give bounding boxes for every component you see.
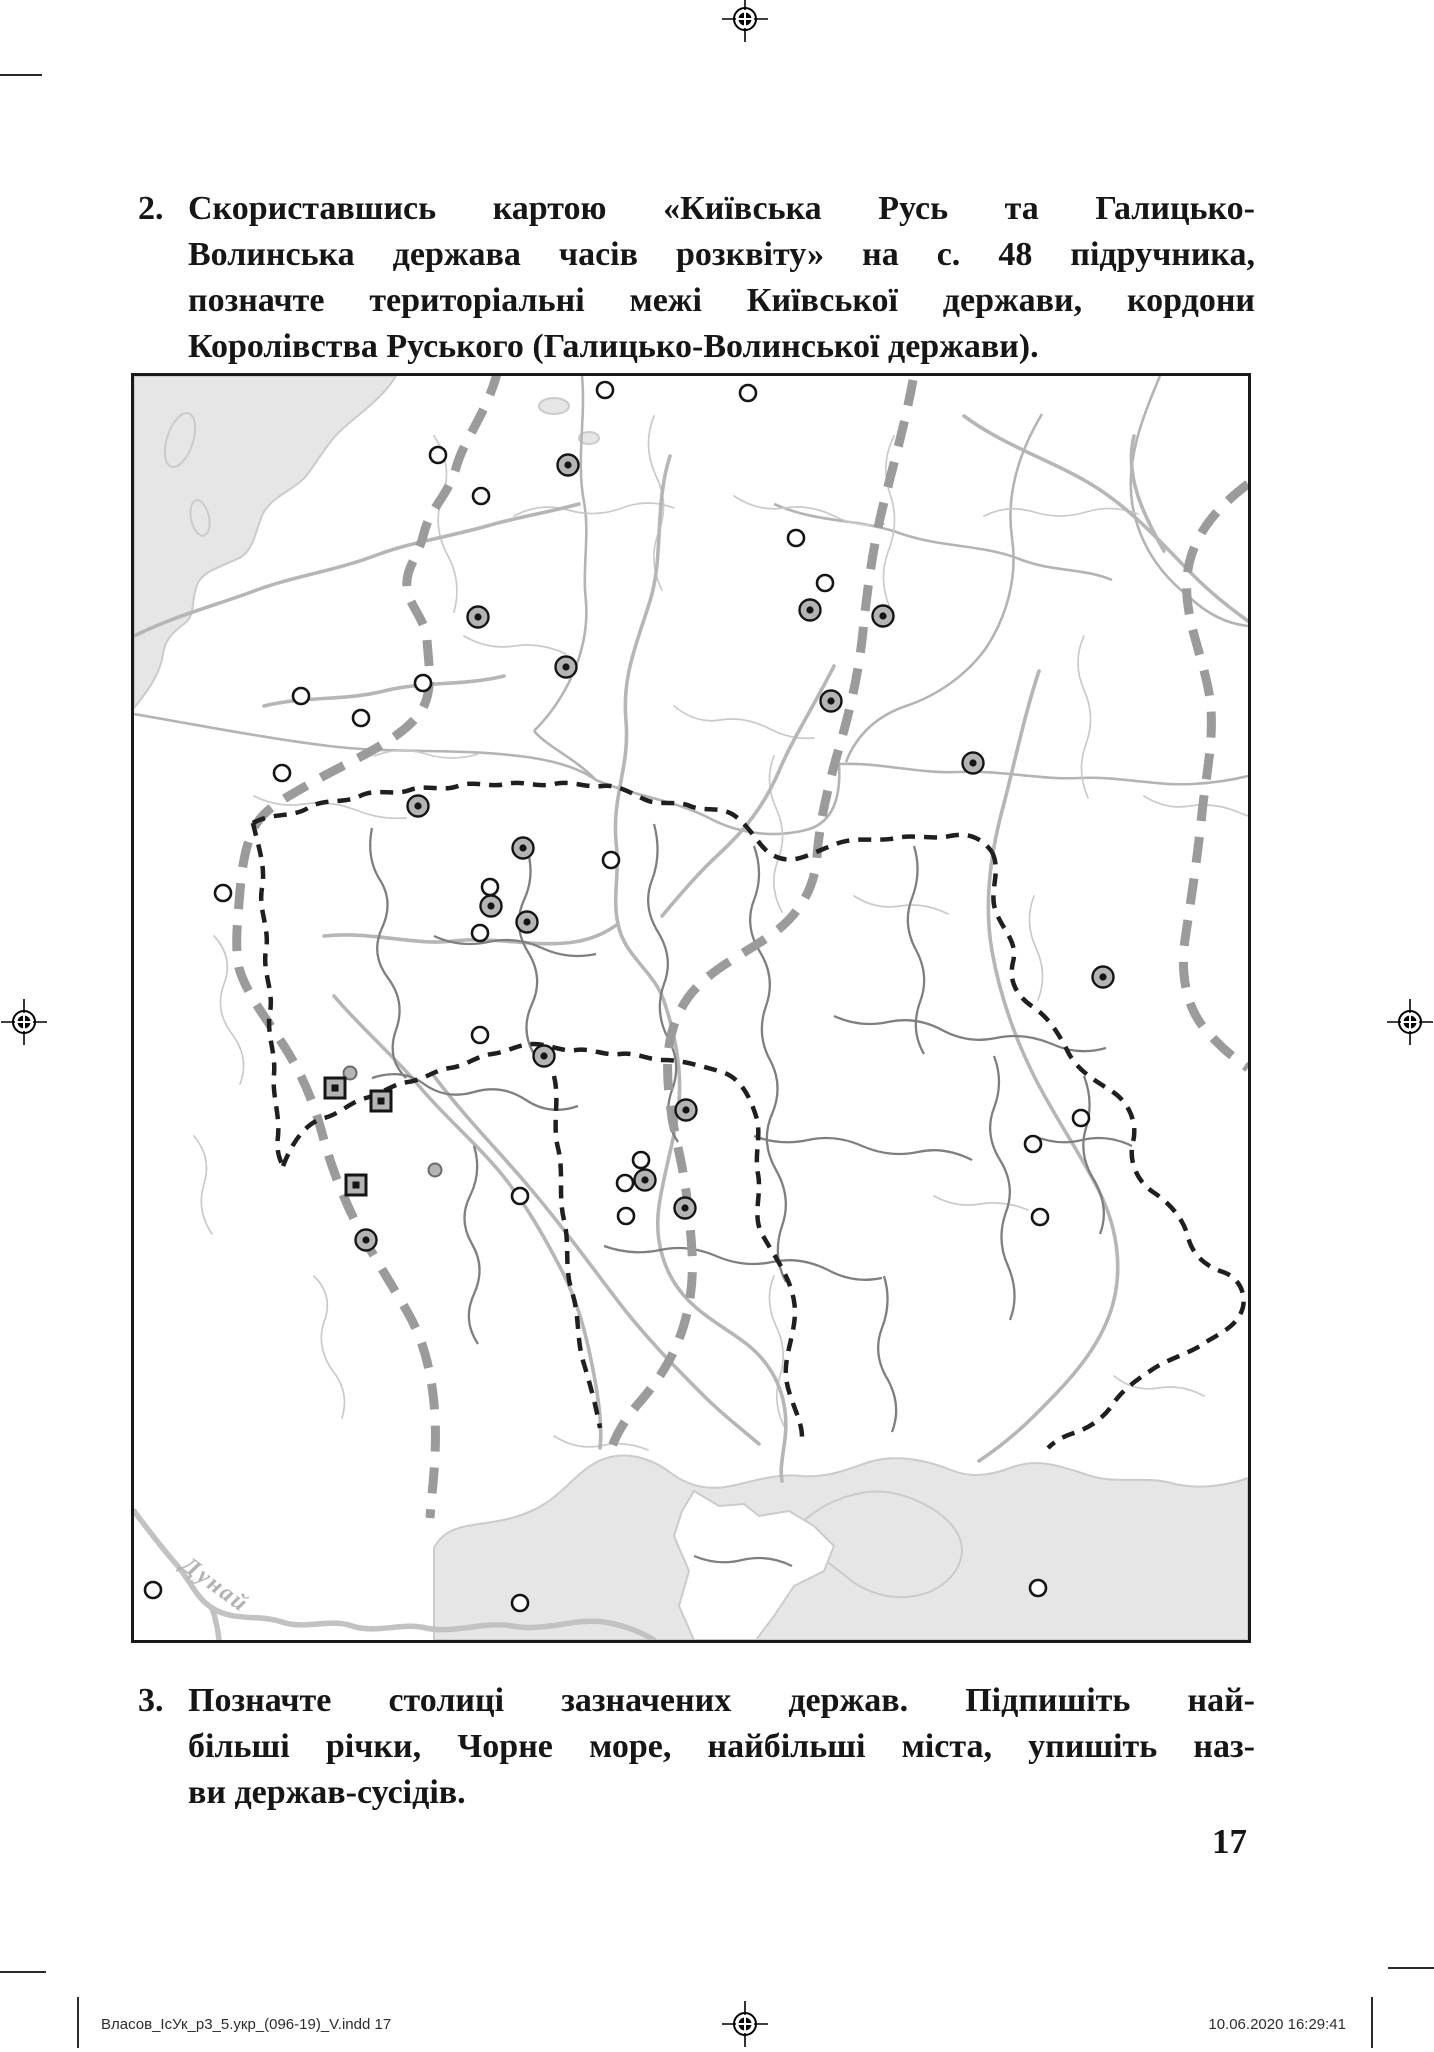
task-line: ви держав-сусідів. — [188, 1774, 466, 1811]
city-markers — [145, 382, 1114, 1611]
task-3-paragraph — [138, 1678, 1255, 1816]
task-2-paragraph — [138, 186, 1255, 370]
city-marker-open — [415, 675, 431, 691]
registration-icon — [722, 2001, 768, 2047]
kyivan-rus-border — [237, 376, 1248, 1518]
registration-icon — [1387, 999, 1433, 1045]
city-marker-open — [274, 765, 290, 781]
city-marker-open — [740, 385, 756, 401]
city-marker-open — [788, 530, 804, 546]
city-marker-open — [472, 925, 488, 941]
city-marker-dot — [474, 613, 481, 620]
city-marker-dot — [487, 902, 494, 909]
footer-filename: Власов_ІсУк_р3_5.укр_(096-19)_V.indd 17 — [101, 2016, 392, 2033]
city-marker-open — [603, 852, 619, 868]
city-marker-small — [429, 1164, 442, 1177]
contour-map — [131, 373, 1251, 1643]
city-marker-dot — [519, 844, 526, 851]
trim-mark — [77, 1997, 79, 2048]
task-line: 2. Скориставшись картою «Київська Русь та Галицько- — [188, 186, 1255, 232]
don-river — [979, 671, 1118, 1461]
city-marker-dot — [806, 606, 813, 613]
city-marker-open — [597, 382, 613, 398]
trim-mark — [0, 1971, 46, 1973]
capital-marker-square-dot — [378, 1098, 385, 1105]
city-marker-dot — [681, 1204, 688, 1211]
trim-mark — [0, 74, 42, 76]
trim-mark — [1388, 1967, 1434, 1969]
city-marker-dot — [523, 918, 530, 925]
city-marker-dot — [362, 1236, 369, 1243]
lake — [539, 398, 569, 414]
task-number: 2. — [138, 190, 164, 227]
task-number: 3. — [138, 1682, 164, 1719]
city-marker-open — [817, 575, 833, 591]
city-marker-open — [1032, 1209, 1048, 1225]
city-marker-open — [482, 879, 498, 895]
desna-river — [662, 666, 834, 916]
registration-mark-right — [1387, 999, 1433, 1045]
map-image — [134, 376, 1248, 1640]
registration-icon — [1, 999, 47, 1045]
city-marker-open — [1025, 1136, 1041, 1152]
page-number: 17 — [1212, 1822, 1247, 1861]
city-marker-dot — [641, 1176, 648, 1183]
task-line: Королівства Руського (Галицько-Волинської держави). — [188, 328, 1039, 365]
city-marker-dot — [562, 663, 569, 670]
city-marker-dot — [564, 461, 571, 468]
major-rivers — [134, 416, 1248, 1640]
city-marker-dot — [879, 612, 886, 619]
city-marker-open — [215, 885, 231, 901]
city-marker-dot — [540, 1052, 547, 1059]
registration-mark-top — [722, 0, 768, 42]
danube-label: Дунай — [176, 1551, 254, 1618]
task-line: 3. Позначте столиці зазначених держав. Підпишіть най- — [188, 1678, 1255, 1724]
volga-river — [964, 416, 1248, 621]
city-marker-open — [430, 447, 446, 463]
city-marker-dot — [682, 1106, 689, 1113]
task-line: більші річки, Чорне море, найбільші міста, упишіть наз- — [188, 1728, 1255, 1765]
city-marker-open — [512, 1188, 528, 1204]
registration-mark-left — [1, 999, 47, 1045]
city-marker-dot — [969, 759, 976, 766]
capital-marker-square-dot — [353, 1182, 360, 1189]
city-marker-dot — [414, 802, 421, 809]
city-marker-open — [293, 688, 309, 704]
city-marker-open — [618, 1208, 634, 1224]
trim-mark — [1371, 1997, 1373, 2048]
city-marker-open — [512, 1595, 528, 1611]
city-marker-open — [353, 710, 369, 726]
city-marker-dot — [1099, 973, 1106, 980]
city-marker-open — [472, 1027, 488, 1043]
ukraine-border — [253, 783, 1244, 1448]
task-line: позначте територіальні межі Київської держави, кордони — [188, 282, 1255, 319]
city-marker-open — [617, 1175, 633, 1191]
task-line: Волинська держава часів розквіту» на с. 48 підручника, — [188, 236, 1255, 273]
city-marker-open — [1073, 1110, 1089, 1126]
city-marker-open — [633, 1152, 649, 1168]
footer-timestamp: 10.06.2020 16:29:41 — [1208, 2016, 1346, 2033]
minor-rivers — [194, 416, 1248, 1450]
city-marker-open — [145, 1582, 161, 1598]
city-marker-open — [473, 488, 489, 504]
dnister-river — [334, 996, 601, 1448]
capital-marker-square-dot — [332, 1085, 339, 1092]
registration-mark-bottom — [722, 2001, 768, 2047]
city-marker-open — [1030, 1580, 1046, 1596]
city-marker-dot — [827, 697, 834, 704]
registration-icon — [722, 0, 768, 42]
